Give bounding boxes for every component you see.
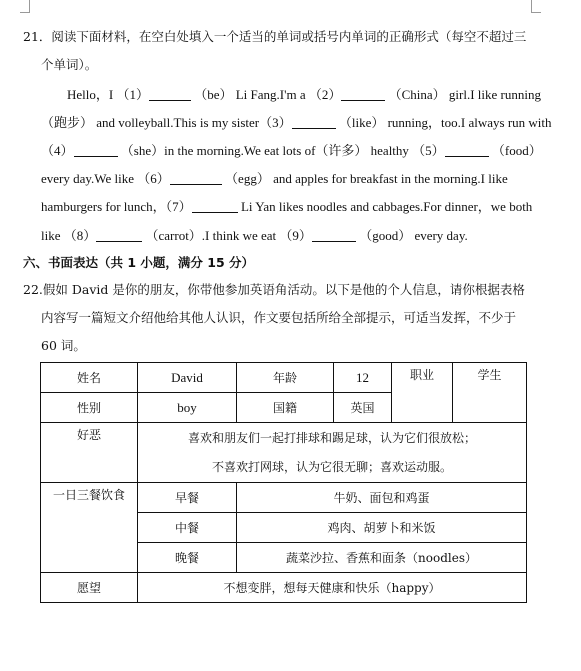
name-value: David bbox=[138, 363, 237, 393]
passage-text: （egg） and apples for breakfast in the morning.I like bbox=[225, 171, 508, 186]
q21-instruction-line1: 21．阅读下面材料，在空白处填入一个适当的单词或括号内单词的正确形式（每空不超过三 bbox=[23, 29, 527, 44]
blank-5[interactable] bbox=[445, 144, 489, 157]
breakfast-label: 早餐 bbox=[138, 483, 237, 513]
dinner-value: 蔬菜沙拉、香蕉和面条（noodles） bbox=[237, 543, 527, 573]
q21-passage-line2 bbox=[41, 112, 561, 131]
wish-label: 愿望 bbox=[41, 573, 138, 603]
passage-text: like （8） bbox=[41, 228, 97, 243]
blank-6[interactable] bbox=[170, 172, 222, 185]
q21-instruction-line2: 个单词）。 bbox=[41, 57, 98, 72]
job-value: 学生 bbox=[453, 363, 527, 423]
page-corner-mark-right bbox=[531, 0, 541, 13]
gender-label: 性别 bbox=[41, 393, 138, 423]
blank-1[interactable] bbox=[149, 88, 191, 101]
meals-label: 一日三餐饮食 bbox=[41, 483, 138, 573]
q22-instruction-line1: 22.假如 David 是你的朋友，你带他参加英语角活动。以下是他的个人信息，请你根据表格 bbox=[23, 282, 525, 297]
q21-passage-line1 bbox=[67, 84, 561, 103]
nation-value: 英国 bbox=[334, 393, 392, 423]
wish-value: 不想变胖，想每天健康和快乐（happy） bbox=[138, 573, 527, 603]
breakfast-value: 牛奶、面包和鸡蛋 bbox=[237, 483, 527, 513]
passage-text: hamburgers for lunch，（7） bbox=[41, 199, 192, 214]
q22-instruction-line2: 内容写一篇短文介绍他给其他人认识，作文要包括所给全部提示，可适当发挥，不少于 bbox=[41, 310, 517, 325]
passage-text: （4） bbox=[41, 143, 74, 158]
nation-label: 国籍 bbox=[237, 393, 334, 423]
gender-value: boy bbox=[138, 393, 237, 423]
passage-text: （food） bbox=[491, 143, 542, 158]
q21-passage-line3 bbox=[41, 140, 561, 159]
passage-text: （good） every day. bbox=[359, 228, 468, 243]
preference-line-1: 喜欢和朋友们一起打排球和踢足球，认为它们很放松； bbox=[187, 430, 476, 445]
blank-2[interactable] bbox=[341, 88, 385, 101]
blank-8[interactable] bbox=[96, 229, 142, 242]
passage-text: （China） girl.I like running bbox=[388, 87, 541, 102]
lunch-label: 中餐 bbox=[138, 513, 237, 543]
blank-3[interactable] bbox=[292, 116, 336, 129]
blank-4[interactable] bbox=[74, 144, 118, 157]
q21-passage-line4 bbox=[41, 168, 561, 187]
q22-instruction-line3: 60 词。 bbox=[41, 338, 86, 353]
name-label: 姓名 bbox=[41, 363, 138, 393]
preference-value bbox=[138, 423, 527, 483]
age-label: 年龄 bbox=[237, 363, 334, 393]
job-label: 职业 bbox=[392, 363, 453, 423]
passage-text: （跑步） and volleyball.This is my sister（3） bbox=[41, 115, 292, 130]
passage-text: （like） running，too.I always run with bbox=[338, 115, 552, 130]
passage-text: （carrot）.I think we eat （9） bbox=[145, 228, 312, 243]
david-info-table bbox=[40, 362, 527, 603]
q21-passage-line6 bbox=[41, 225, 561, 244]
passage-text: Li Yan likes noodles and cabbages.For dinner，we both bbox=[240, 199, 533, 214]
page-corner-mark-left bbox=[20, 0, 30, 13]
age-value: 12 bbox=[334, 363, 392, 393]
section-six-heading: 六、书面表达（共 1 小题，满分 15 分） bbox=[23, 255, 255, 270]
passage-text: Hello，I （1） bbox=[67, 87, 149, 102]
preference-line-2: 不喜欢打网球，认为它很无聊；喜欢运动服。 bbox=[211, 459, 452, 474]
lunch-value: 鸡肉、胡萝卜和米饭 bbox=[237, 513, 527, 543]
q21-passage-line5 bbox=[41, 196, 561, 215]
dinner-label: 晚餐 bbox=[138, 543, 237, 573]
passage-text: （she）in the morning.We eat lots of（许多） healthy （5） bbox=[120, 143, 445, 158]
blank-9[interactable] bbox=[312, 229, 356, 242]
preference-label: 好恶 bbox=[41, 423, 138, 483]
passage-text: every day.We like （6） bbox=[41, 171, 170, 186]
blank-7[interactable] bbox=[192, 200, 238, 213]
passage-text: （be） Li Fang.I'm a （2） bbox=[194, 87, 342, 102]
